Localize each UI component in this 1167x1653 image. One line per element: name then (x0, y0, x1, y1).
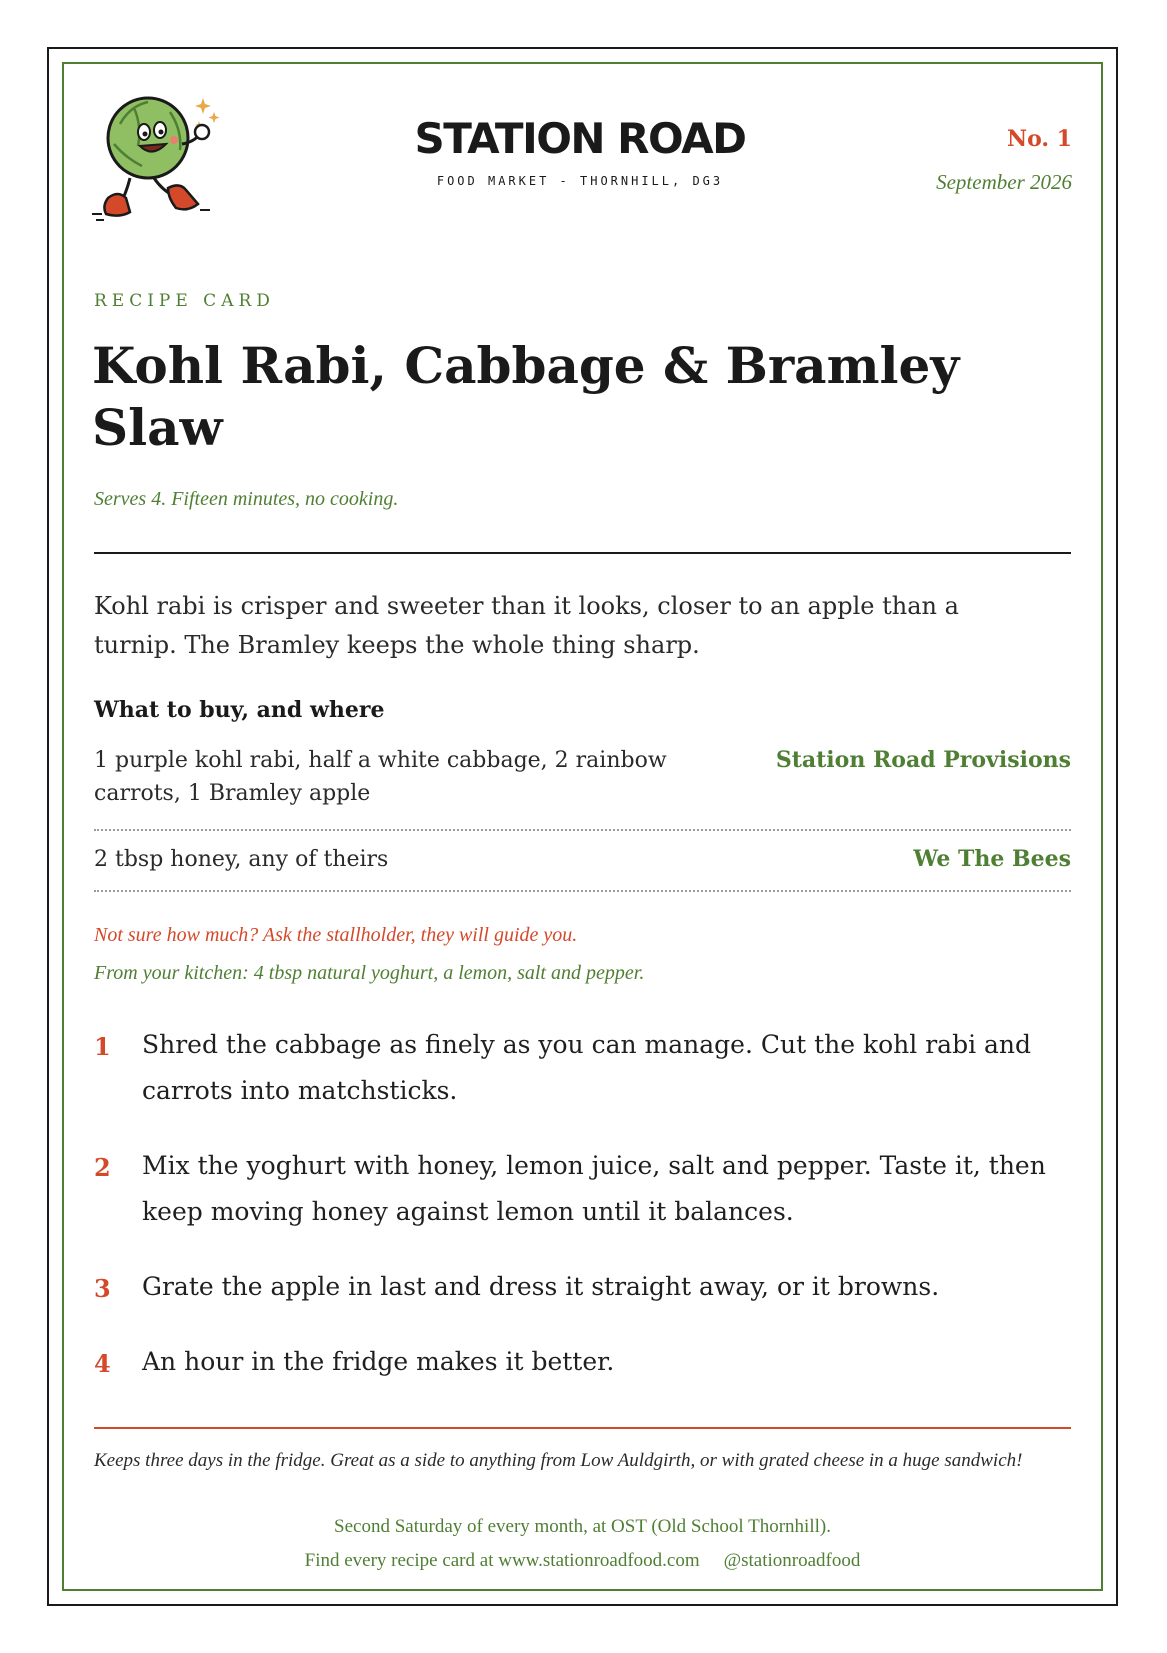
shopping-heading: What to buy, and where (94, 697, 385, 723)
step-number: 3 (94, 1274, 111, 1303)
recipe-serves: Serves 4. Fifteen minutes, no cooking. (94, 488, 399, 510)
issue-number: No. 1 (1006, 126, 1072, 152)
step-number: 1 (94, 1032, 111, 1061)
footer-divider (94, 1427, 1071, 1429)
footer-links (62, 1550, 1103, 1572)
kitchen-note: From your kitchen: 4 tbsp natural yoghurt, a lemon, salt and pepper. (94, 962, 645, 984)
stallholder-note: Not sure how much? Ask the stallholder, they will guide you. (94, 924, 578, 946)
shopping-vendor: Station Road Provisions (775, 747, 1071, 773)
walking-cabbage-mascot-icon (90, 86, 226, 232)
storage-note: Keeps three days in the fridge. Great as a side to anything from Low Auldgirth, or with grated cheese in a huge sandwich! (94, 1450, 1023, 1471)
shopping-item: 1 purple kohl rabi, half a white cabbage, 2 rainbow carrots, 1 Bramley apple (94, 748, 667, 806)
recipe-kicker: RECIPE CARD (94, 291, 275, 311)
shopping-vendor: We The Bees (913, 846, 1071, 872)
market-schedule: Second Saturday of every month, at OST (Old School Thornhill). (334, 1516, 831, 1537)
recipe-title: Kohl Rabi, Cabbage & Bramley Slaw (92, 336, 960, 457)
step-number: 4 (94, 1349, 111, 1378)
brand-name: STATION ROAD (414, 114, 746, 163)
step-text: Mix the yoghurt with honey, lemon juice, salt and pepper. Taste it, then keep moving honey against lemon until it balances. (142, 1151, 1046, 1226)
brand-subtitle: FOOD MARKET - THORNHILL, DG3 (436, 174, 724, 188)
website-link[interactable]: Find every recipe card at www.stationroadfood.com (304, 1550, 700, 1571)
recipe-intro: Kohl rabi is crisper and sweeter than it looks, closer to an apple than a turnip. The Bramley keeps the whole thing sharp. (94, 592, 959, 659)
shopping-row (94, 843, 1071, 892)
issue-date: September 2026 (936, 170, 1072, 194)
divider (94, 552, 1071, 554)
shopping-item: 2 tbsp honey, any of theirs (94, 847, 389, 872)
shopping-row (94, 744, 1071, 831)
step-number: 2 (94, 1153, 111, 1182)
social-handle[interactable]: @stationroadfood (723, 1550, 861, 1571)
step-text: Shred the cabbage as finely as you can manage. Cut the kohl rabi and carrots into matchsticks. (142, 1030, 1032, 1105)
brand-header (380, 114, 780, 188)
step-text: Grate the apple in last and dress it straight away, or it browns. (142, 1272, 940, 1301)
step-text: An hour in the fridge makes it better. (142, 1347, 615, 1376)
